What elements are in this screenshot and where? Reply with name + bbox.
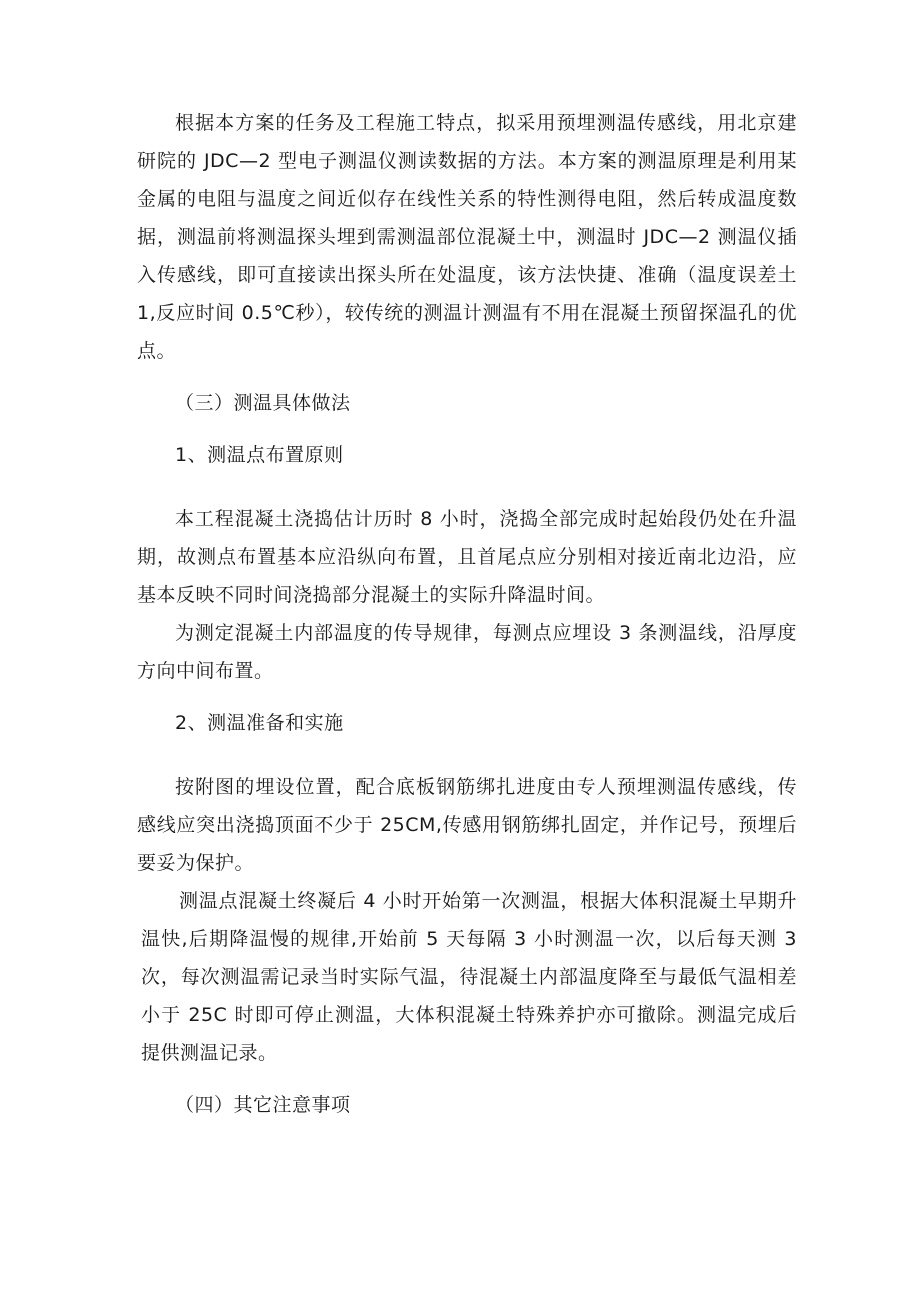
paragraph-measurement-schedule: 测温点混凝土终凝后 4 小时开始第一次测温，根据大体积混凝土早期升温快,后期降温慢的规律,开始前 5 天每隔 3 小时测温一次，以后每天测 3 次，每次测温需记录当时实际气温，待混凝土内部温度降至与最低气温相差小于 25C 时即可停止测温，大体积混凝土特殊养护亦可撤除。测温完成后提供测温记录。 [141,890,797,1064]
paragraph-temperature-method: 根据本方案的任务及工程施工特点，拟采用预埋测温传感线，用北京建研院的 JDC—2 型电子测温仪测读数据的方法。本方案的测温原理是利用某金属的电阻与温度之间近似存在线性关系的特性测得电阻，然后转成温度数据，测温前将测温探头埋到需测温部位混凝土中，测温时 JDC—2 测温仪插入传感线，即可直接读出探头所在处温度，该方法快捷、准确（温度误差土 1,反应时间 0.5℃秒），较传统的测温计测温有不用在混凝土预留探温孔的优点。 [137,112,797,362]
subsection-heading-1: 1、测温点布置原则 [175,444,344,466]
paragraph-conduction-rule: 为测定混凝土内部温度的传导规律，每测点应埋设 3 条测温线，沿厚度方向中间布置。 [137,622,797,682]
section-heading-4: （四）其它注意事项 [175,1094,351,1116]
section-heading-3: （三）测温具体做法 [175,392,351,414]
document-body [137,104,797,1124]
paragraph-layout-principle: 本工程混凝土浇捣估计历时 8 小时，浇捣全部完成时起始段仍处在升温期，故测点布置基本应沿纵向布置，且首尾点应分别相对接近南北边沿，应基本反映不同时间浇捣部分混凝土的实际升降温时间。 [137,508,797,606]
paragraph-sensor-embedding: 按附图的埋设位置，配合底板钢筋绑扎进度由专人预埋测温传感线，传感线应突出浇捣顶面不少于 25CM,传感用钢筋绑扎固定，并作记号，预埋后要妥为保护。 [137,776,797,874]
subsection-heading-2: 2、测温准备和实施 [175,712,344,734]
